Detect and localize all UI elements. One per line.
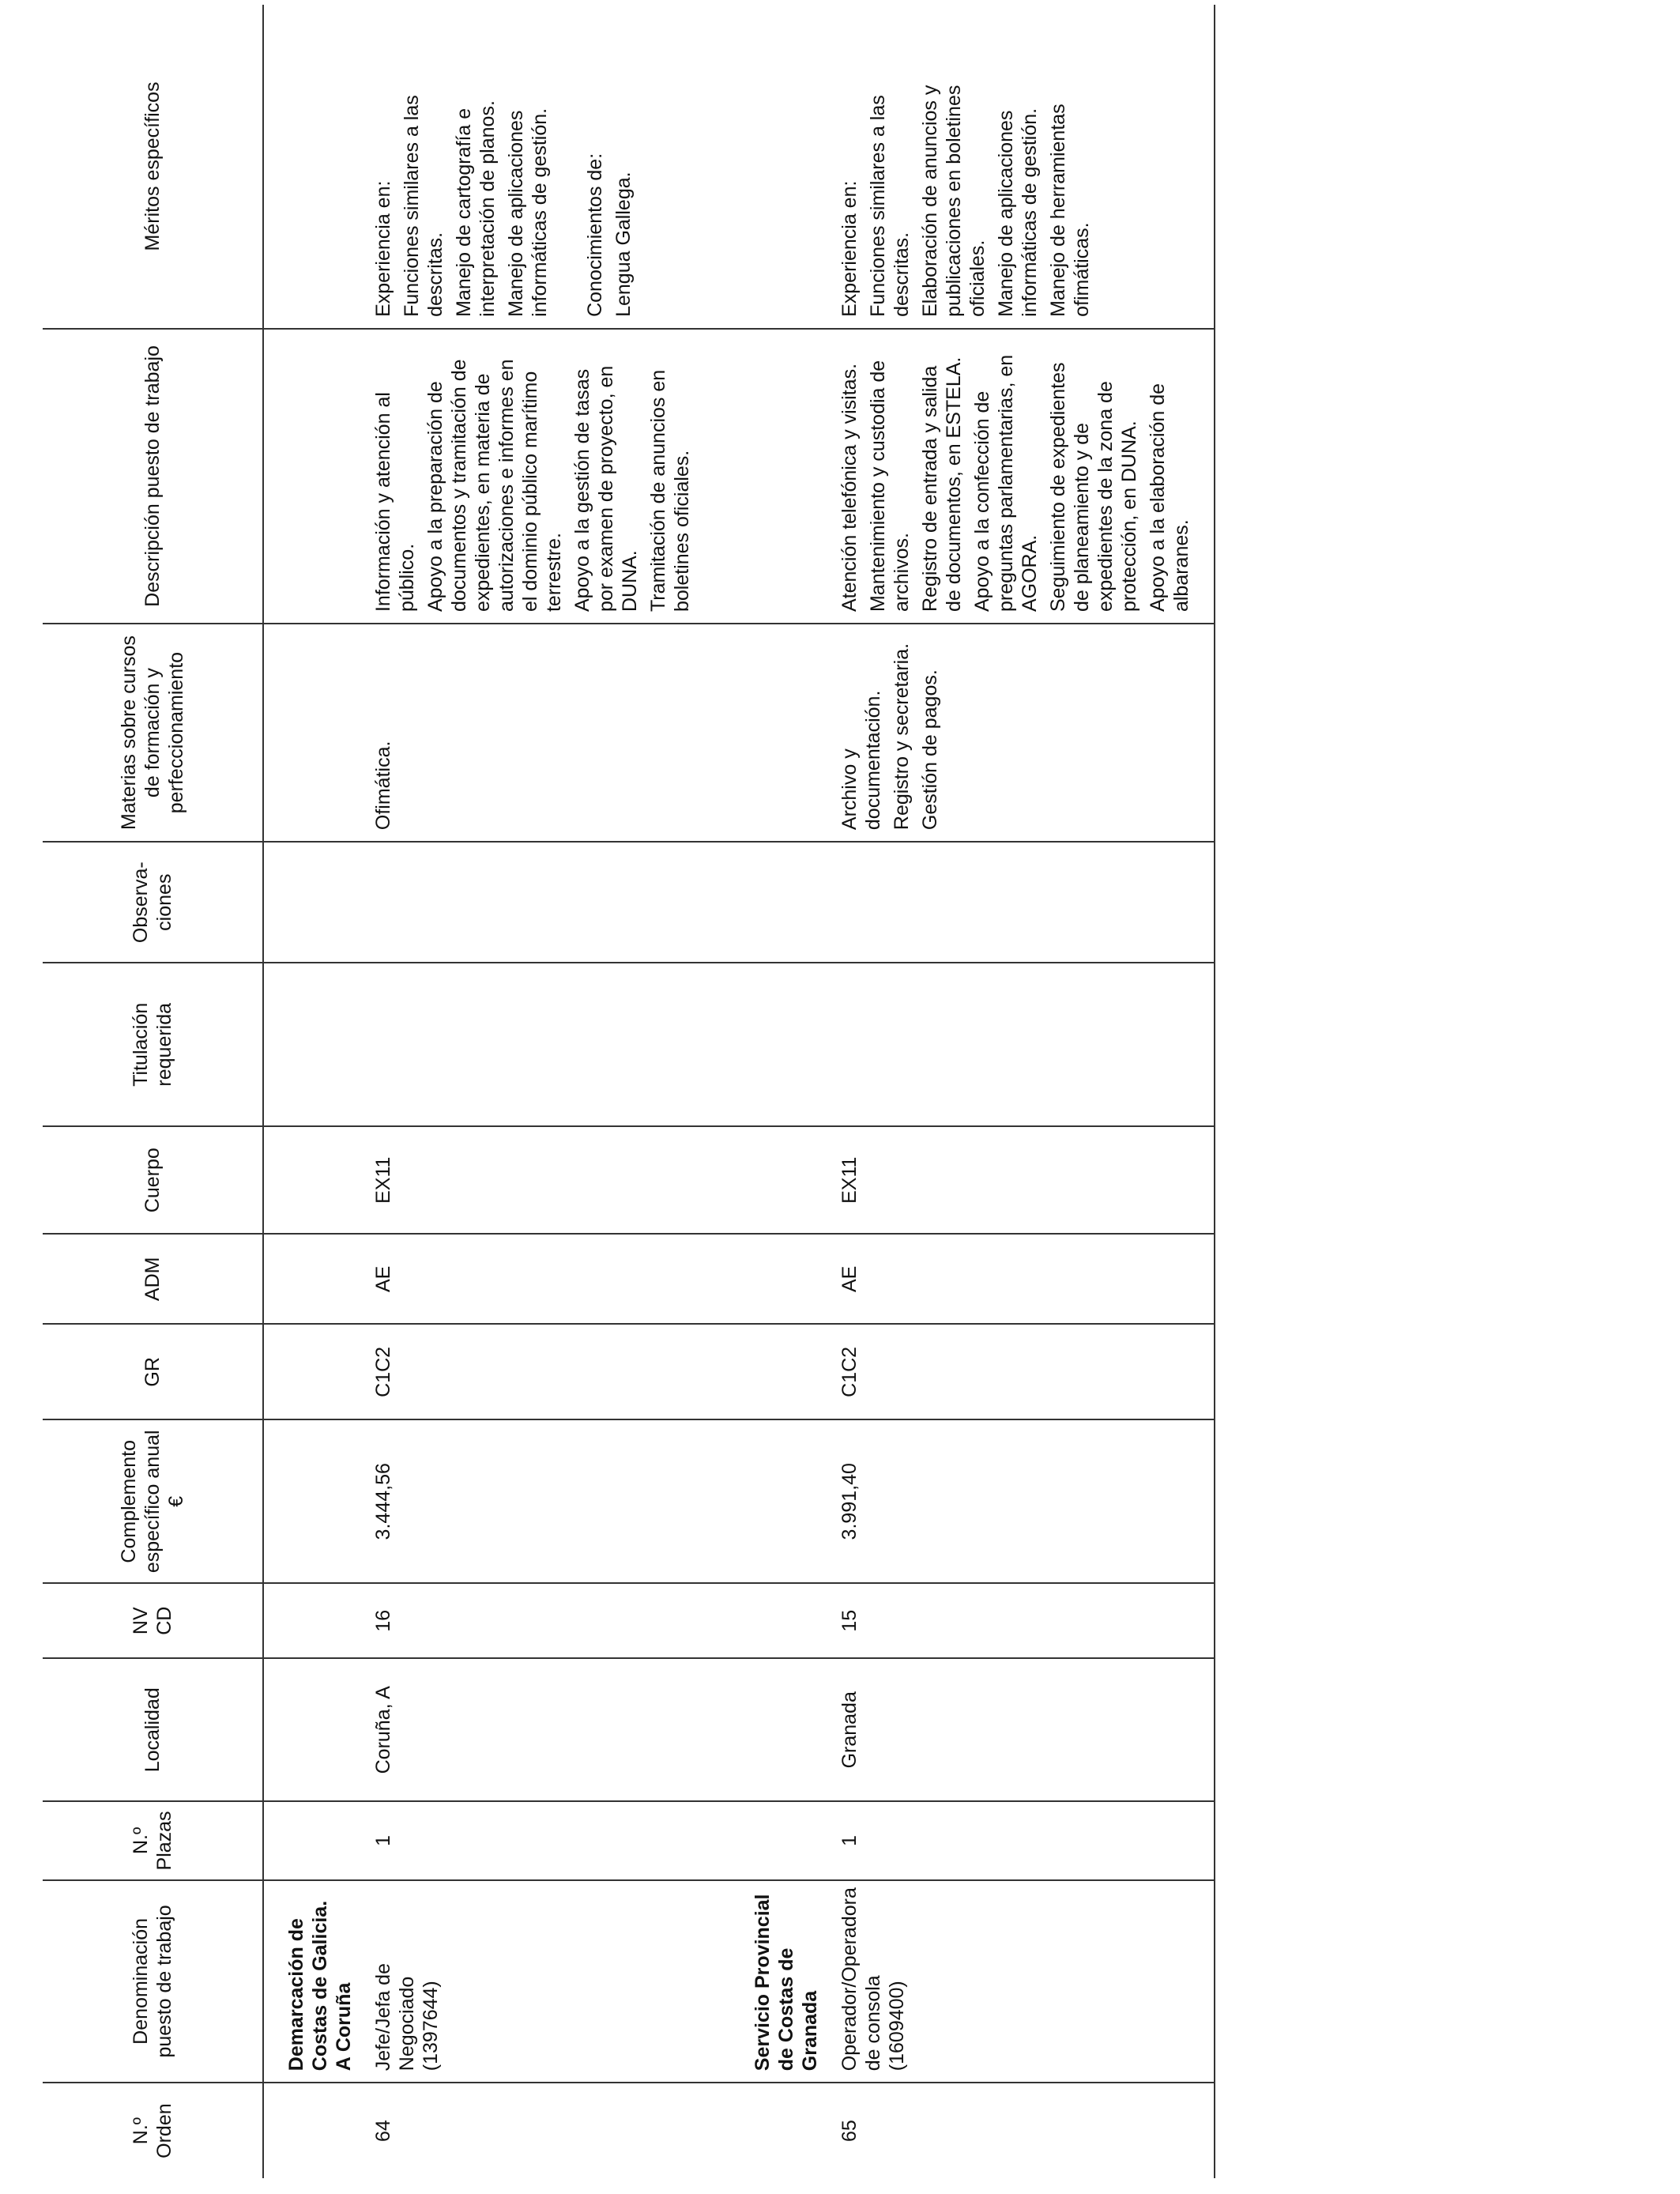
descripcion-cell xyxy=(827,329,1215,624)
denominacion-cell: Jefe/Jefa de Negociado (1397644) xyxy=(360,1880,730,2083)
header-observaciones: Observa-ciones xyxy=(43,842,263,963)
list-item: Mantenimiento y custodia de archivos. xyxy=(867,360,913,613)
empty-cell xyxy=(730,2083,827,2178)
unit-heading: Demarcación de Costas de Galicia. A Coruña xyxy=(263,1880,360,2083)
empty-cell xyxy=(263,1419,360,1583)
empty-cell xyxy=(263,963,360,1126)
materias-list xyxy=(838,635,942,830)
list-item: Lengua Gallega. xyxy=(612,172,635,317)
list-item: Experiencia en: xyxy=(372,180,394,317)
empty-cell xyxy=(730,329,827,624)
empty-cell xyxy=(730,1234,827,1324)
header-materias: Materias sobre cursos de formación y perfeccionamiento xyxy=(43,624,263,842)
list-item: Manejo de aplicaciones informáticas de gestión. xyxy=(995,107,1041,317)
nivel-cell: 16 xyxy=(360,1583,730,1658)
empty-cell xyxy=(730,1801,827,1879)
complemento-cell: 3.991,40 xyxy=(827,1419,1215,1583)
header-localidad: Localidad xyxy=(43,1658,263,1801)
descripcion-cell xyxy=(360,329,730,624)
header-plazas: N.º Plazas xyxy=(43,1801,263,1879)
empty-cell xyxy=(263,1801,360,1879)
list-item: Registro y secretaria. xyxy=(891,643,913,831)
adm-cell: AE xyxy=(827,1234,1215,1324)
list-item: Ofimática. xyxy=(372,741,394,831)
meritos-cell xyxy=(360,5,730,329)
header-adm: ADM xyxy=(43,1234,263,1324)
header-orden: N.º Orden xyxy=(43,2083,263,2178)
header-descripcion: Descripción puesto de trabajo xyxy=(43,329,263,624)
adm-cell: AE xyxy=(360,1234,730,1324)
header-grupo: GR xyxy=(43,1324,263,1419)
empty-cell xyxy=(730,1419,827,1583)
cuerpo-cell: EX11 xyxy=(827,1126,1215,1234)
grupo-cell: C1C2 xyxy=(360,1324,730,1419)
titulacion-cell xyxy=(360,963,730,1126)
empty-cell xyxy=(730,5,827,329)
empty-cell xyxy=(263,624,360,842)
list-item: Manejo de aplicaciones informáticas de gestión. xyxy=(505,107,551,317)
header-nivel: NV CD xyxy=(43,1583,263,1658)
list-item: Información y atención al público. xyxy=(372,392,418,613)
empty-cell xyxy=(263,1658,360,1801)
header-row xyxy=(43,5,263,2178)
list-item: Funciones similares a las descritas. xyxy=(401,95,446,317)
meritos-cell xyxy=(827,5,1215,329)
empty-cell xyxy=(730,1583,827,1658)
header-cuerpo: Cuerpo xyxy=(43,1126,263,1234)
empty-cell xyxy=(263,5,360,329)
cuerpo-cell: EX11 xyxy=(360,1126,730,1234)
descripcion-list xyxy=(838,341,1193,612)
header-titulacion: Titulación requerida xyxy=(43,963,263,1126)
list-item: Conocimientos de: xyxy=(584,153,606,317)
list-item: Seguimiento de expedientes de planeamiento y de expedientes de la zona de protección, en DUNA. xyxy=(1047,362,1140,613)
materias-list xyxy=(371,635,395,830)
empty-cell xyxy=(730,963,827,1126)
empty-cell xyxy=(730,842,827,963)
meritos-list xyxy=(371,16,635,317)
empty-cell xyxy=(730,1658,827,1801)
observaciones-cell xyxy=(827,842,1215,963)
localidad-cell: Coruña, A xyxy=(360,1658,730,1801)
list-item: Tramitación de anuncios en boletines oficiales. xyxy=(647,369,693,613)
list-item: Atención telefónica y visitas. xyxy=(838,363,861,613)
list-item: Archivo y documentación. xyxy=(838,690,884,831)
observaciones-cell xyxy=(360,842,730,963)
empty-cell xyxy=(730,624,827,842)
empty-cell xyxy=(263,329,360,624)
empty-cell xyxy=(263,2083,360,2178)
list-item: Funciones similares a las descritas. xyxy=(867,95,913,317)
meritos-list xyxy=(838,16,1094,317)
list-item: Elaboración de anuncios y publicaciones en boletines oficiales. xyxy=(919,85,989,317)
denominacion-cell: Operador/Operadora de consola (1609400) xyxy=(827,1880,1215,2083)
list-item: Apoyo a la elaboración de albaranes. xyxy=(1147,383,1192,613)
section-row-galicia xyxy=(263,5,360,2178)
list-item: Registro de entrada y salida de documentos, en ESTELA. xyxy=(919,356,965,613)
materias-cell xyxy=(827,624,1215,842)
descripcion-list xyxy=(371,341,694,612)
header-meritos: Méritos específicos xyxy=(43,5,263,329)
empty-cell xyxy=(730,1324,827,1419)
list-item: Experiencia en: xyxy=(838,180,861,317)
empty-cell xyxy=(263,1583,360,1658)
header-complemento: Complemento específico anual € xyxy=(43,1419,263,1583)
list-item: Apoyo a la confección de preguntas parlamentarias, en AGORA. xyxy=(971,354,1041,613)
unit-heading: Servicio Provincial de Costas de Granada xyxy=(730,1880,827,2083)
empty-cell xyxy=(263,842,360,963)
complemento-cell: 3.444,56 xyxy=(360,1419,730,1583)
empty-cell xyxy=(263,1324,360,1419)
list-item: Manejo de cartografía e interpretación de planos. xyxy=(453,100,499,317)
orden-cell: 65 xyxy=(827,2083,1215,2178)
list-item: Apoyo a la gestión de tasas por examen de proyecto, en DUNA. xyxy=(571,365,641,613)
list-item: Manejo de herramientas ofimáticas. xyxy=(1047,104,1093,317)
orden-cell: 64 xyxy=(360,2083,730,2178)
materias-cell xyxy=(360,624,730,842)
plazas-cell: 1 xyxy=(360,1801,730,1879)
header-denominacion: Denominación puesto de trabajo xyxy=(43,1880,263,2083)
empty-cell xyxy=(263,1234,360,1324)
plazas-cell: 1 xyxy=(827,1801,1215,1879)
table-row xyxy=(360,5,730,2178)
section-row-granada xyxy=(730,5,827,2178)
empty-cell xyxy=(730,1126,827,1234)
empty-cell xyxy=(263,1126,360,1234)
job-positions-table xyxy=(43,5,1215,2178)
grupo-cell: C1C2 xyxy=(827,1324,1215,1419)
list-item: Apoyo a la preparación de documentos y tramitación de expedientes, en materia de autorizaciones e informes en el dominio público marítimo terrestre. xyxy=(424,359,565,613)
localidad-cell: Granada xyxy=(827,1658,1215,1801)
table-row xyxy=(827,5,1215,2178)
list-item: Gestión de pagos. xyxy=(919,669,941,831)
titulacion-cell xyxy=(827,963,1215,1126)
nivel-cell: 15 xyxy=(827,1583,1215,1658)
